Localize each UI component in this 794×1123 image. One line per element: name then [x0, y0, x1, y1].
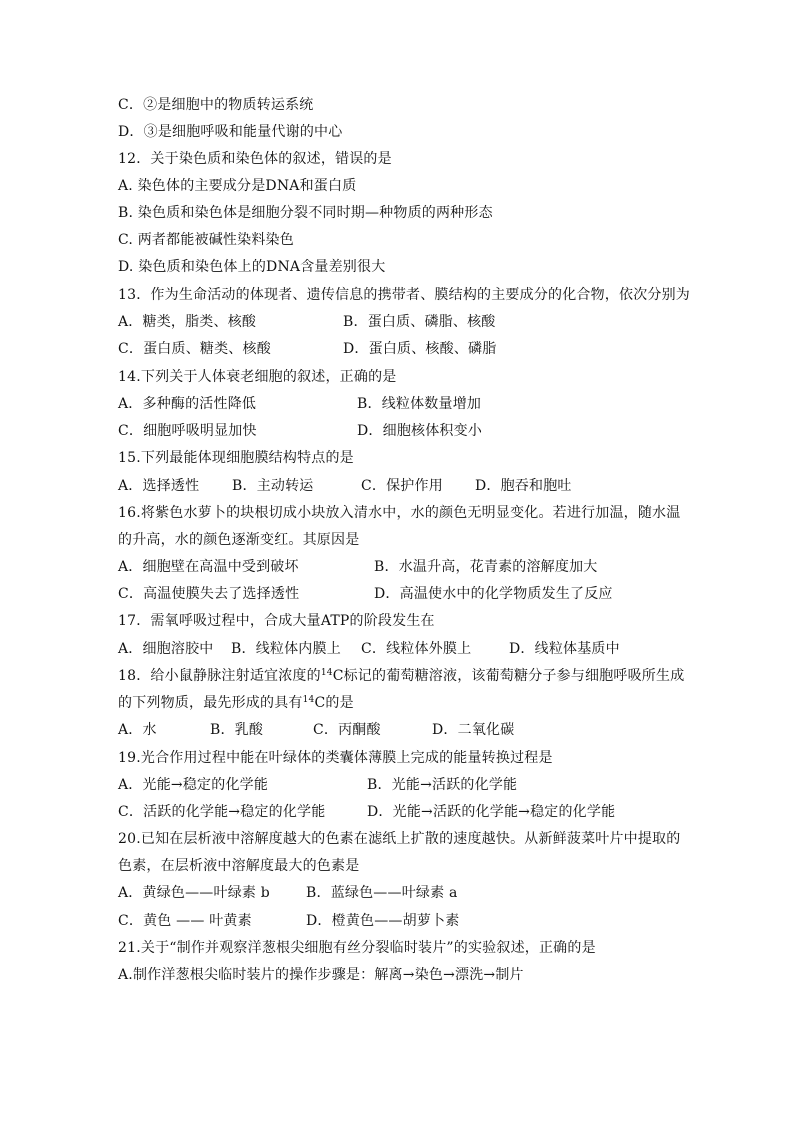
- question-text: C的是: [314, 695, 354, 711]
- text-line: [118, 912, 678, 930]
- text-line: 20.已知在层析液中溶解度越大的色素在滤纸上扩散的速度越快。从新鲜菠菜叶片中提取的: [118, 831, 681, 847]
- answer-option: B．主动转运: [232, 478, 314, 494]
- text-line: [118, 313, 678, 331]
- answer-option: B．线粒体内膜上: [231, 641, 341, 657]
- text-line: [118, 558, 678, 576]
- text-line: 的升高，水的颜色逐渐变红。其原因是: [118, 532, 360, 548]
- text-line: [118, 721, 678, 739]
- answer-option: D．细胞核体积变小: [357, 423, 483, 439]
- text-line: 14.下列关于人体衰老细胞的叙述，正确的是: [118, 369, 397, 385]
- text-line: [118, 395, 678, 413]
- answer-option: B．光能→活跃的化学能: [367, 777, 518, 793]
- answer-option: B．蓝绿色——叶绿素 a: [306, 885, 458, 901]
- text-line: [118, 667, 684, 685]
- answer-option: C．蛋白质、糖类、核酸: [118, 341, 271, 357]
- answer-option: B．线粒体数量增加: [357, 396, 482, 412]
- isotope-superscript: 14: [320, 668, 333, 678]
- answer-option: A．多种酶的活性降低: [118, 396, 257, 412]
- answer-option: A．细胞溶胶中: [118, 641, 214, 657]
- question-text: C标记的葡萄糖溶液，该葡萄糖分子参与细胞呼吸所生成: [332, 668, 685, 684]
- answer-option: C．黄色 —— 叶黄素: [118, 913, 252, 929]
- answer-option: C．保护作用: [361, 478, 443, 494]
- answer-option: C．高温使膜失去了选择透性: [118, 586, 300, 602]
- text-line: A.制作洋葱根尖临时装片的操作步骤是：解离→染色→漂洗→制片: [118, 967, 524, 983]
- answer-option: D．光能→活跃的化学能→稳定的化学能: [367, 804, 616, 820]
- text-line: [118, 422, 678, 440]
- answer-option: D．二氧化碳: [432, 722, 515, 738]
- isotope-superscript: 14: [302, 695, 315, 705]
- answer-option: B．蛋白质、磷脂、核酸: [343, 314, 496, 330]
- answer-option: D．蛋白质、核酸、磷脂: [343, 341, 497, 357]
- answer-option: A．细胞壁在高温中受到破坏: [118, 559, 299, 575]
- text-line: [118, 776, 678, 794]
- text-line: D．③是细胞呼吸和能量代谢的中心: [118, 124, 343, 140]
- text-line: 12．关于染色质和染色体的叙述，错误的是: [118, 151, 392, 167]
- answer-option: A．糖类，脂类、核酸: [118, 314, 257, 330]
- answer-option: A．水: [118, 722, 157, 738]
- text-line: C. 两者都能被碱性染料染色: [118, 232, 294, 248]
- question-text: 18．给小鼠静脉注射适宜浓度的: [118, 668, 321, 684]
- text-line: 13．作为生命活动的体现者、遗传信息的携带者、膜结构的主要成分的化合物，依次分别为: [118, 287, 691, 303]
- answer-option: A．选择透性: [118, 478, 200, 494]
- text-line: 21.关于“制作并观察洋葱根尖细胞有丝分裂临时装片”的实验叙述，正确的是: [118, 940, 596, 956]
- answer-option: C．丙酮酸: [313, 722, 381, 738]
- text-line: A. 染色体的主要成分是DNA和蛋白质: [118, 178, 357, 194]
- text-line: 19.光合作用过程中能在叶绿体的类囊体薄膜上完成的能量转换过程是: [118, 750, 553, 766]
- text-line: 15.下列最能体现细胞膜结构特点的是: [118, 450, 354, 466]
- answer-option: A．光能→稳定的化学能: [118, 777, 269, 793]
- answer-option: D．橙黄色——胡萝卜素: [306, 913, 460, 929]
- text-line: [118, 340, 678, 358]
- answer-option: C．细胞呼吸明显加快: [118, 423, 257, 439]
- text-line: [118, 884, 678, 902]
- text-line: [118, 585, 678, 603]
- text-line: 色素，在层析液中溶解度最大的色素是: [118, 858, 360, 874]
- answer-option: C．活跃的化学能→稳定的化学能: [118, 804, 326, 820]
- answer-option: D．高温使水中的化学物质发生了反应: [374, 586, 613, 602]
- text-line: B. 染色质和染色体是细胞分裂不同时期—种物质的两种形态: [118, 205, 493, 221]
- question-text: 的下列物质，最先形成的具有: [118, 695, 303, 711]
- text-line: [118, 477, 678, 495]
- answer-option: B．水温升高，花青素的溶解度加大: [374, 559, 598, 575]
- text-line: 17．需氧呼吸过程中，合成大量ATP的阶段发生在: [118, 613, 435, 629]
- text-line: [118, 803, 678, 821]
- text-line: 16.将紫色水萝卜的块根切成小块放入清水中，水的颜色无明显变化。若进行加温，随水温: [118, 505, 681, 521]
- text-line: C．②是细胞中的物质转运系统: [118, 97, 314, 113]
- text-line: D. 染色质和染色体上的DNA含量差别很大: [118, 259, 386, 275]
- text-line: [118, 640, 678, 658]
- answer-option: D．线粒体基质中: [509, 641, 620, 657]
- answer-option: A．黄绿色——叶绿素 b: [118, 885, 270, 901]
- answer-option: B．乳酸: [210, 722, 264, 738]
- answer-option: C．线粒体外膜上: [361, 641, 472, 657]
- answer-option: D．胞吞和胞吐: [475, 478, 572, 494]
- text-line: [118, 694, 354, 712]
